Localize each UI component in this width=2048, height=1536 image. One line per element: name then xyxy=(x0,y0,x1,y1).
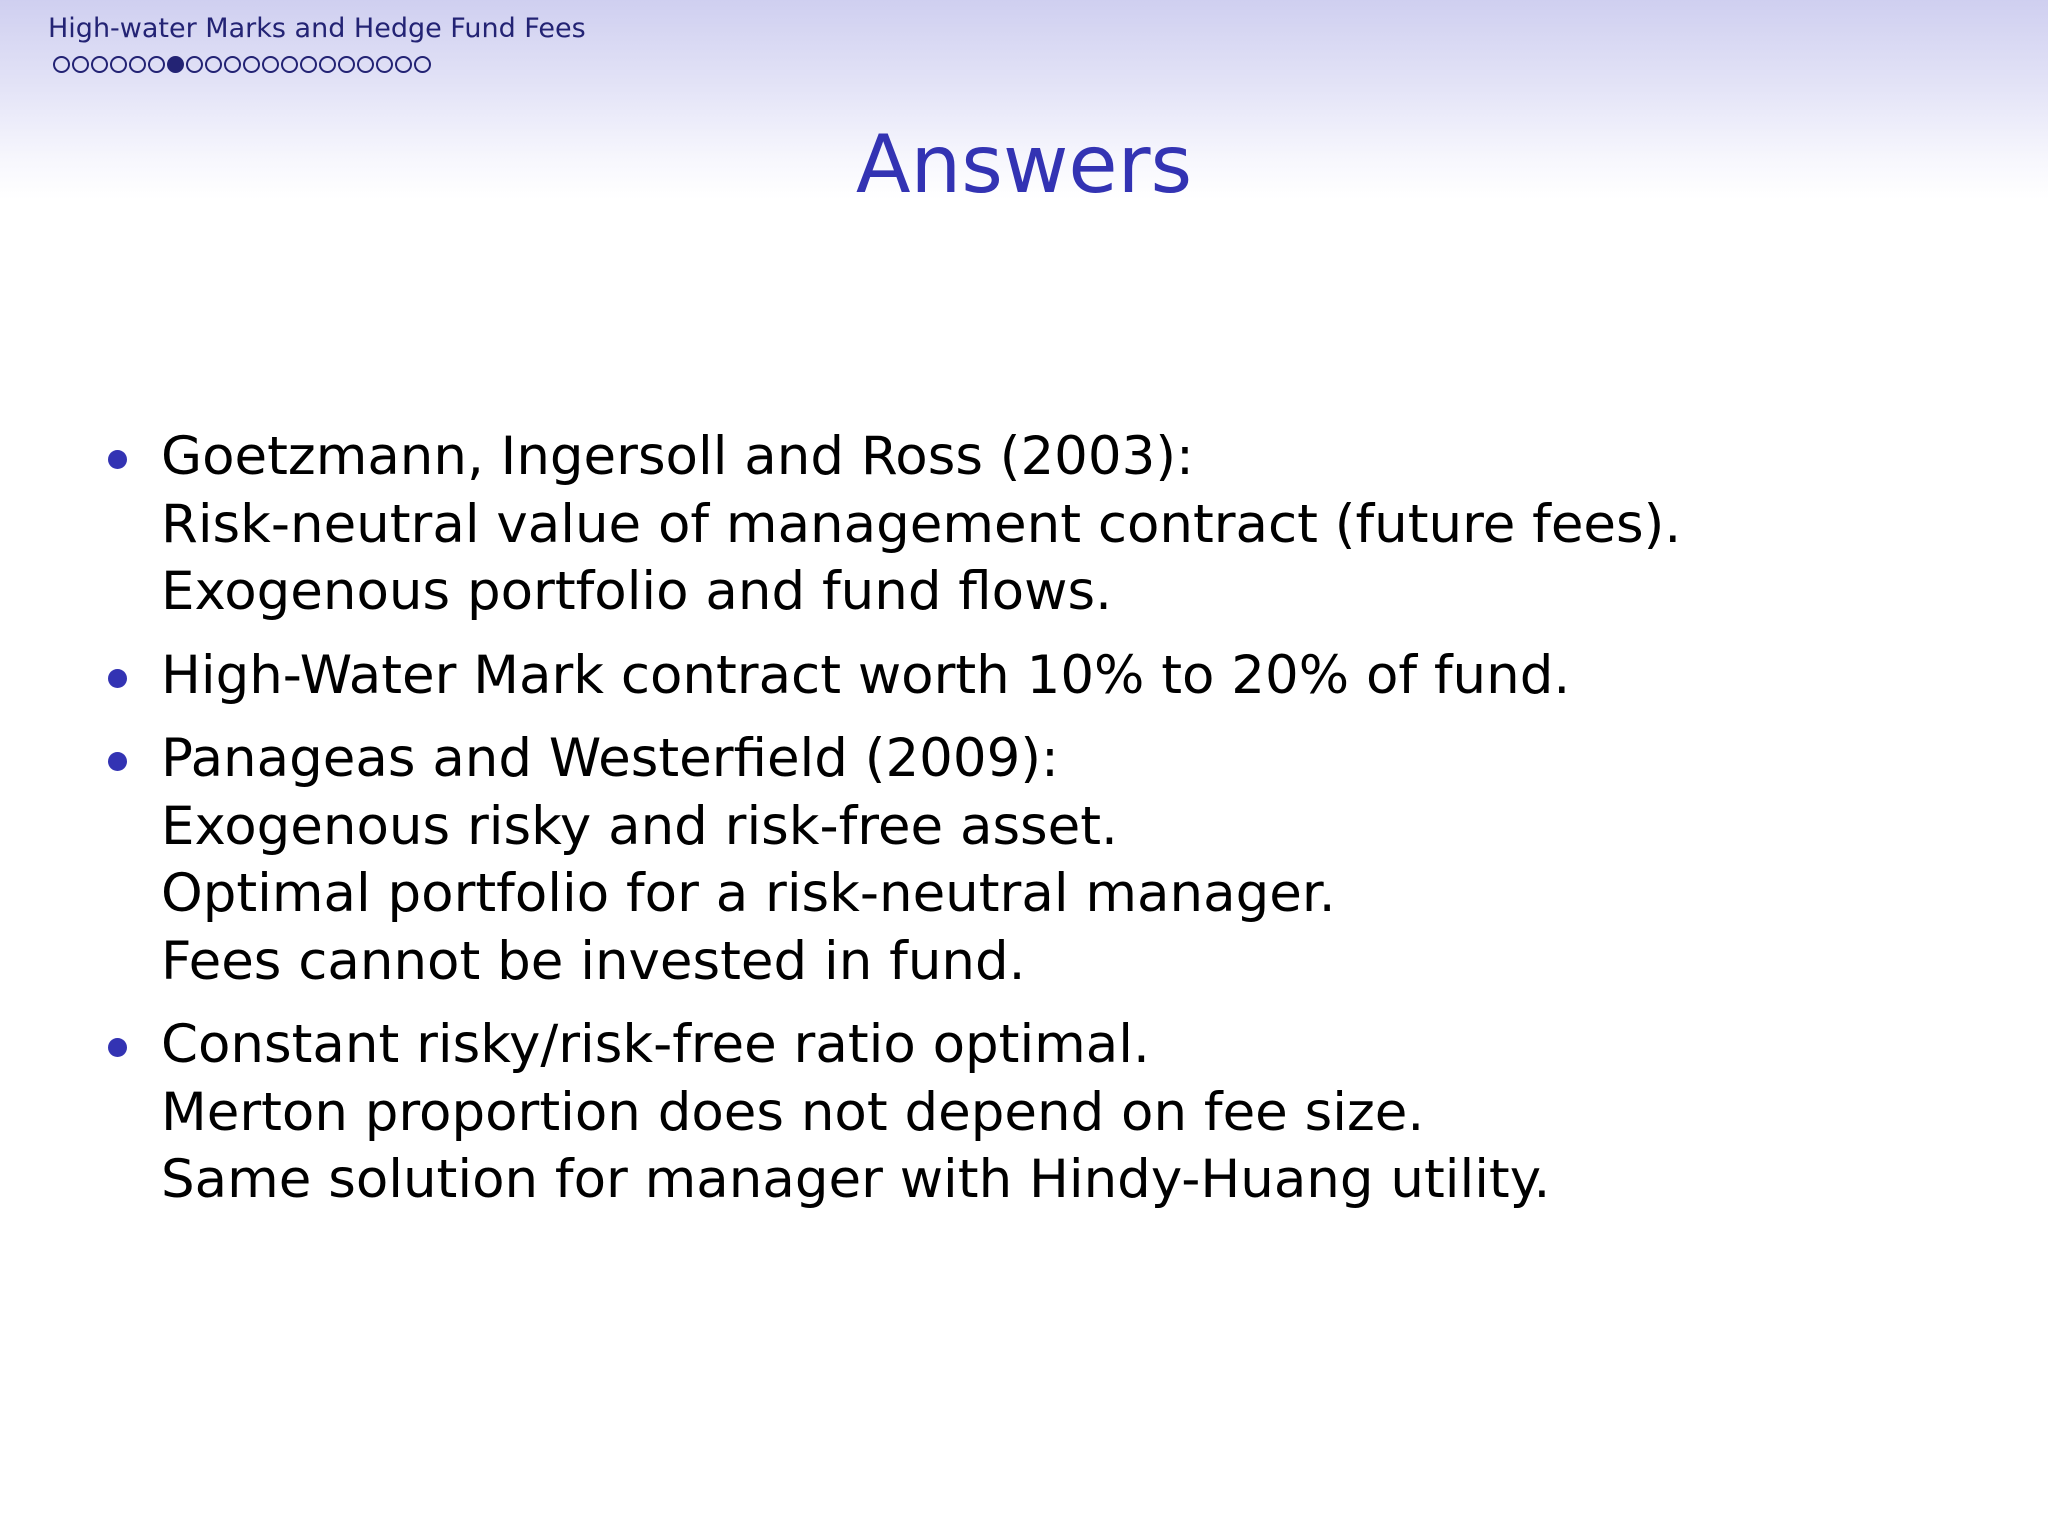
nav-dot-icon[interactable] xyxy=(357,56,374,73)
bullet-line: Constant risky/risk-free ratio optimal. xyxy=(161,1014,1150,1075)
presentation-title[interactable]: High-water Marks and Hedge Fund Fees xyxy=(48,13,586,44)
nav-dot-icon[interactable] xyxy=(53,56,70,73)
bullet-line: Panageas and Westerfield (2009): xyxy=(161,728,1059,789)
nav-dot-icon[interactable] xyxy=(186,56,203,73)
nav-dot-icon[interactable] xyxy=(72,56,89,73)
bullet-item xyxy=(108,642,1681,710)
nav-dot-icon[interactable] xyxy=(91,56,108,73)
nav-dot-icon[interactable] xyxy=(129,56,146,73)
nav-dot-current-icon[interactable] xyxy=(167,56,184,73)
bullet-marker-icon xyxy=(108,450,127,469)
nav-dot-icon[interactable] xyxy=(300,56,317,73)
nav-dot-icon[interactable] xyxy=(376,56,393,73)
bullet-marker-icon xyxy=(108,669,127,688)
nav-dot-icon[interactable] xyxy=(262,56,279,73)
nav-dot-icon[interactable] xyxy=(243,56,260,73)
bullet-item xyxy=(108,1011,1681,1214)
bullet-line: Merton proportion does not depend on fee size. xyxy=(161,1081,1425,1143)
nav-dot-icon[interactable] xyxy=(148,56,165,73)
bullet-line: Fees cannot be invested in fund. xyxy=(161,930,1026,992)
nav-dot-icon[interactable] xyxy=(395,56,412,73)
bullet-line: Same solution for manager with Hindy-Huang utility. xyxy=(161,1149,1551,1210)
bullet-line: Optimal portfolio for a risk-neutral manager. xyxy=(161,863,1336,924)
bullet-item xyxy=(108,725,1681,995)
nav-dot-icon[interactable] xyxy=(281,56,298,73)
bullet-line: Risk-neutral value of management contract (future fees). xyxy=(161,493,1682,555)
slide-title xyxy=(0,118,2048,211)
bullet-marker-icon xyxy=(108,752,127,771)
bullet-line: Exogenous risky and risk-free asset. xyxy=(161,795,1118,857)
nav-dot-icon[interactable] xyxy=(224,56,241,73)
bullet-line: Exogenous portfolio and fund flows. xyxy=(161,561,1112,622)
bullet-list xyxy=(108,423,1681,1230)
bullet-marker-icon xyxy=(108,1038,127,1057)
nav-dot-icon[interactable] xyxy=(205,56,222,73)
slide-title-text: Answers xyxy=(855,118,1193,211)
nav-dot-icon[interactable] xyxy=(319,56,336,73)
bullet-item xyxy=(108,423,1681,626)
nav-dot-icon[interactable] xyxy=(110,56,127,73)
nav-dot-icon[interactable] xyxy=(414,56,431,73)
slide-navigation xyxy=(53,56,431,73)
nav-dot-icon[interactable] xyxy=(338,56,355,73)
bullet-line: Goetzmann, Ingersoll and Ross (2003): xyxy=(161,426,1194,487)
bullet-line: High-Water Mark contract worth 10% to 20% of fund. xyxy=(161,644,1571,706)
